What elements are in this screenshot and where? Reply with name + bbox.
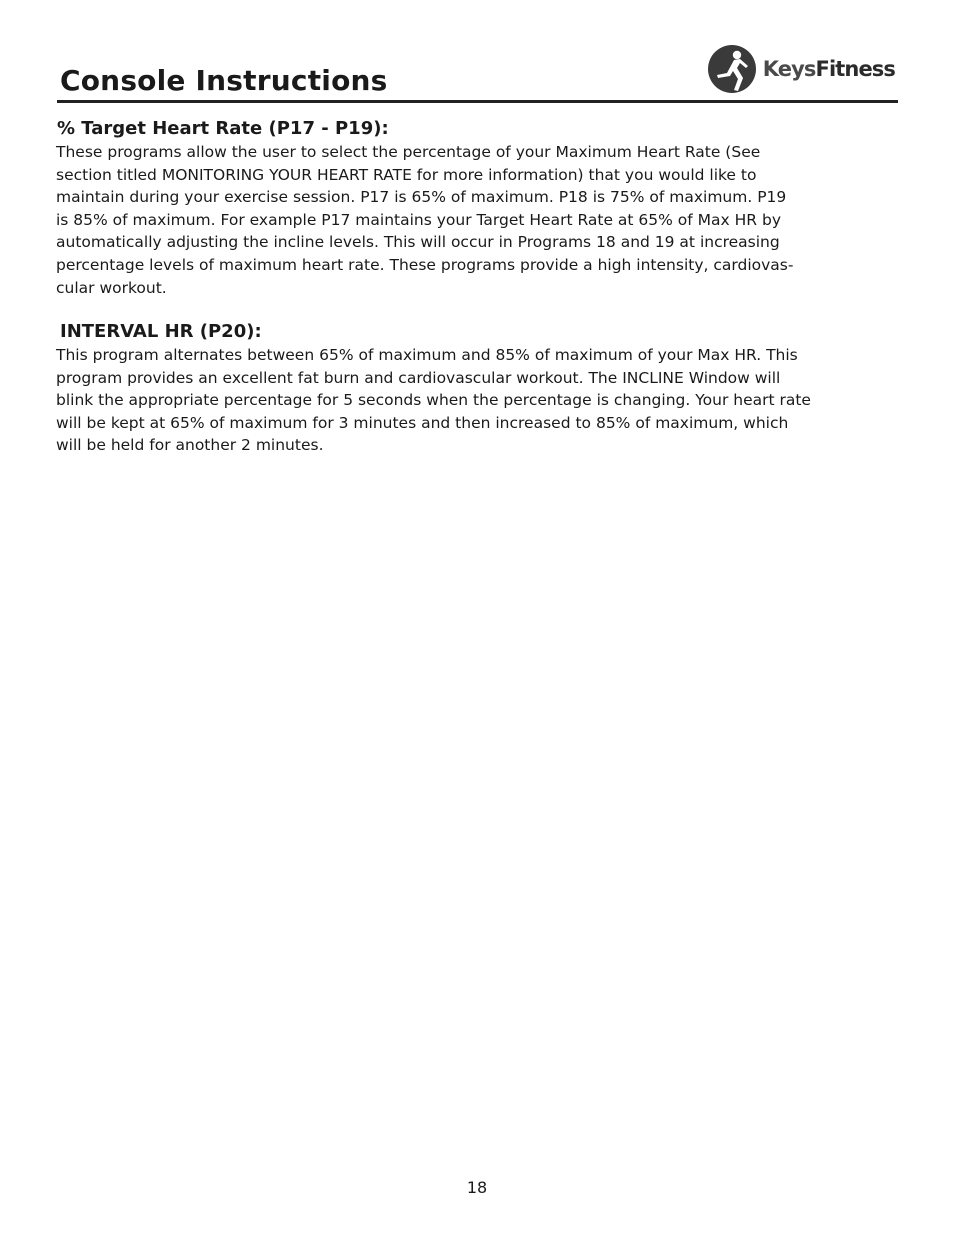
body-line: will be kept at 65% of maximum for 3 minutes and then increased to 85% of maximum, which bbox=[56, 413, 789, 432]
body-line: will be held for another 2 minutes. bbox=[56, 436, 324, 455]
body-line: automatically adjusting the incline levels. This will occur in Programs 18 and 19 at increasing bbox=[56, 233, 780, 252]
section-heading: % Target Heart Rate (P17 - P19): bbox=[57, 118, 389, 139]
logo-wordmark bbox=[763, 57, 895, 81]
section-target-heart-rate bbox=[56, 117, 898, 299]
body-line: maintain during your exercise session. P17 is 65% of maximum. P18 is 75% of maximum. P19 bbox=[56, 188, 787, 207]
section-interval-hr bbox=[56, 320, 898, 457]
page-title: Console Instructions bbox=[60, 64, 388, 97]
section-body bbox=[56, 141, 898, 299]
body-line: cular workout. bbox=[56, 278, 167, 297]
section-heading: INTERVAL HR (P20): bbox=[60, 321, 262, 342]
logo-text-keys: Keys bbox=[762, 57, 816, 81]
body-line: program provides an excellent fat burn and cardiovascular workout. The INCLINE Window will bbox=[56, 368, 781, 387]
brand-logo bbox=[707, 43, 895, 95]
body-line: section titled MONITORING YOUR HEART RATE for more information) that you would like to bbox=[56, 165, 757, 184]
logo-text-fitness: Fitness bbox=[815, 57, 895, 81]
section-body bbox=[56, 344, 898, 457]
page-header bbox=[57, 40, 898, 103]
body-line: is 85% of maximum. For example P17 maintains your Target Heart Rate at 65% of Max HR by bbox=[56, 210, 782, 229]
body-line: These programs allow the user to select the percentage of your Maximum Heart Rate (See bbox=[56, 143, 761, 161]
keysfitness-runner-logo-icon bbox=[707, 44, 757, 94]
page-number: 18 bbox=[466, 1178, 488, 1197]
body-line: This program alternates between 65% of maximum and 85% of maximum of your Max HR. This bbox=[56, 346, 798, 364]
body-line: percentage levels of maximum heart rate. These programs provide a high intensity, cardiovas- bbox=[56, 255, 794, 274]
body-line: blink the appropriate percentage for 5 seconds when the percentage is changing. Your heart rate bbox=[56, 391, 811, 410]
